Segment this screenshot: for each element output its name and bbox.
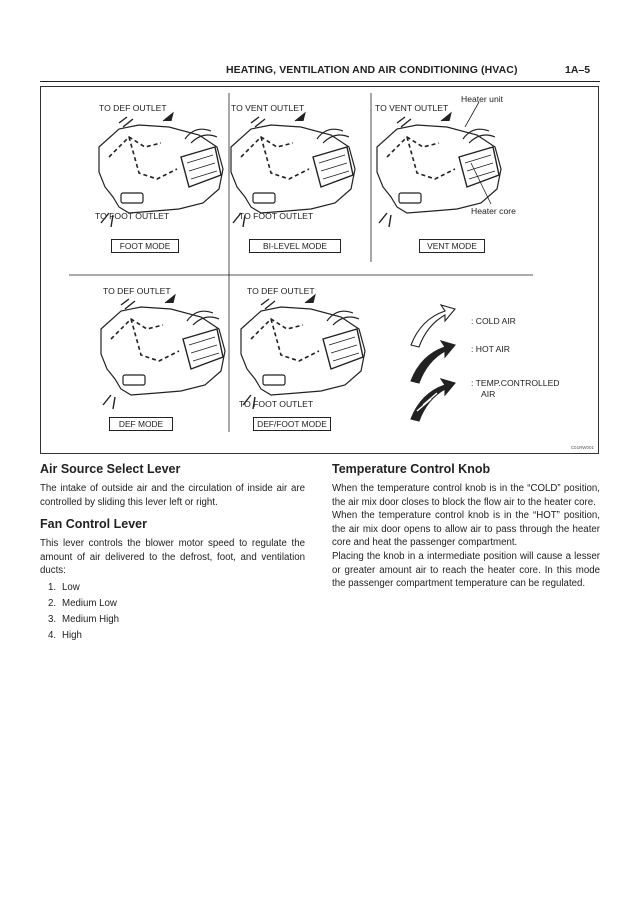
- label-to-def-outlet: TO DEF OUTLET: [247, 286, 315, 296]
- right-column: [332, 462, 600, 591]
- foot-mode-label: FOOT MODE: [111, 239, 179, 253]
- legend-temp-controlled-air: AIR: [481, 389, 496, 399]
- temperature-knob-heading: Temperature Control Knob: [332, 462, 491, 476]
- list-item: 4. High: [48, 629, 82, 641]
- deffoot-mode-label: DEF/FOOT MODE: [253, 417, 331, 431]
- air-source-heading: Air Source Select Lever: [40, 462, 181, 476]
- label-to-def-outlet: TO DEF OUTLET: [99, 103, 167, 113]
- page-number: 1A–5: [565, 64, 591, 76]
- air-source-text: The intake of outside air and the circulation of inside air are controlled by sliding this lever left or right.: [40, 483, 305, 508]
- header-title: HEATING, VENTILATION AND AIR CONDITIONING (HVAC): [226, 64, 518, 76]
- temp-controlled-air-arrow-icon: [411, 379, 455, 421]
- page-header: [0, 58, 600, 80]
- legend-temp-controlled: : TEMP.CONTROLLED: [471, 378, 560, 388]
- label-to-foot-outlet: TO FOOT OUTLET: [239, 211, 314, 221]
- fan-control-text: This lever controls the blower motor speed to regulate the amount of air delivered to the defrost, foot, and ventilation ducts:: [40, 538, 305, 577]
- list-item: 1. Low: [48, 581, 80, 593]
- bilevel-mode-label: BI-LEVEL MODE: [249, 239, 341, 253]
- label-heater-unit: Heater unit: [461, 94, 504, 104]
- cold-air-arrow-icon: [411, 305, 455, 347]
- vent-mode-label: VENT MODE: [419, 239, 485, 253]
- def-mode-unit: [101, 295, 225, 409]
- heater-core-leader: [471, 163, 491, 204]
- list-item: 3. Medium High: [48, 613, 120, 625]
- label-to-def-outlet: TO DEF OUTLET: [103, 286, 171, 296]
- label-to-foot-outlet: TO FOOT OUTLET: [95, 211, 170, 221]
- temperature-text-hot: When the temperature control knob is in the “HOT” position, the air mix door opens to allow air to pass through the heater core and heat the passenger compartment.: [332, 510, 600, 549]
- label-to-foot-outlet: TO FOOT OUTLET: [239, 399, 314, 409]
- list-item: 2. Medium Low: [48, 597, 117, 609]
- label-to-vent-outlet: TO VENT OUTLET: [375, 103, 449, 113]
- hvac-diagram: [41, 87, 598, 453]
- label-to-vent-outlet: TO VENT OUTLET: [231, 103, 305, 113]
- hvac-modes-figure: [40, 86, 599, 454]
- deffoot-mode-unit: [241, 295, 365, 409]
- legend-cold-air: : COLD AIR: [471, 316, 516, 326]
- fan-speed-list: [40, 580, 305, 644]
- figure-code: C01RW001: [570, 445, 594, 450]
- heater-unit-leader: [465, 102, 479, 127]
- header-rule: [40, 81, 600, 82]
- hot-air-arrow-icon: [411, 341, 455, 383]
- foot-mode-unit: [99, 113, 223, 227]
- left-column: [40, 462, 305, 644]
- fan-control-heading: Fan Control Lever: [40, 517, 147, 532]
- label-heater-core: Heater core: [471, 206, 516, 216]
- bilevel-mode-unit: [231, 113, 355, 227]
- temperature-text-cold: When the temperature control knob is in the “COLD” position, the air mix door closes to block the flow air to the heater core.: [332, 483, 600, 508]
- def-mode-label: DEF MODE: [109, 417, 173, 431]
- legend-hot-air: : HOT AIR: [471, 344, 510, 354]
- temperature-text-intermediate: Placing the knob in a intermediate position will cause a lesser or greater amount air to reach the heater core. In this mode the passenger compartment temperature can be regulated.: [332, 550, 600, 590]
